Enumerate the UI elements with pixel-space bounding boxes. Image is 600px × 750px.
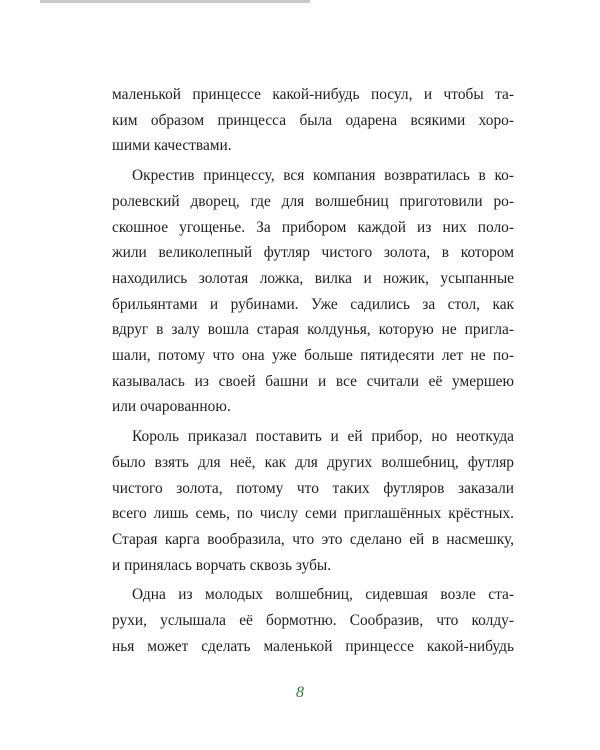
- text-line: было взять для неё, как для других волшебниц, футляр: [112, 453, 514, 471]
- text-line: маленькой принцессе какой-нибудь посул, и чтобы та-: [112, 86, 514, 103]
- text-line: Старая карга вообразила, что это сделано ей в насмешку,: [112, 530, 514, 548]
- text-line: брильянтами и рубинами. Уже садились за стол, как: [112, 295, 514, 313]
- text-line: казывалась из своей башни и все считали её умершею: [112, 372, 514, 390]
- paragraph: [112, 82, 514, 159]
- text-line: жили великолепный футляр чистого золота, в котором: [112, 244, 514, 262]
- text-line: вдруг в залу вошла старая колдунья, которую не пригла-: [112, 321, 514, 339]
- page-body: [112, 82, 514, 659]
- text-line: находились золотая ложка, вилка и ножик, усыпанные: [112, 269, 514, 287]
- paragraph: [112, 163, 514, 420]
- paragraph: [112, 582, 514, 659]
- text-line: скошное угощенье. За прибором каждой из них поло-: [112, 218, 514, 236]
- text-line: и принялась ворчать сквозь зубы.: [112, 556, 332, 574]
- text-line: рухи, услышала её бормотню. Сообразив, что колду-: [112, 612, 514, 630]
- text-line: Окрестив принцессу, вся компания возвратилась в ко-: [132, 167, 514, 185]
- text-line: всего лишь семь, по числу семи приглашённых крёстных.: [112, 505, 514, 523]
- page-top-edge: [40, 0, 310, 3]
- page-number: 8: [296, 684, 304, 701]
- text-line: Одна из молодых волшебниц, сидевшая возле ста-: [132, 586, 514, 604]
- text-line: нья может сделать маленькой принцессе какой-нибудь: [112, 637, 514, 655]
- text-line: Король приказал поставить и ей прибор, но неоткуда: [132, 428, 514, 446]
- text-line: чистого золота, потому что таких футляров заказали: [112, 479, 514, 497]
- text-line: или очарованною.: [112, 398, 231, 416]
- text-line: шали, потому что она уже больше пятидесяти лет не по-: [112, 347, 514, 365]
- text-line: шими качествами.: [112, 137, 232, 155]
- paragraph: [112, 424, 514, 578]
- text-line: ким образом принцесса была одарена всякими хоро-: [112, 111, 514, 129]
- text-line: ролевский дворец, где для волшебниц приготовили ро-: [112, 192, 514, 210]
